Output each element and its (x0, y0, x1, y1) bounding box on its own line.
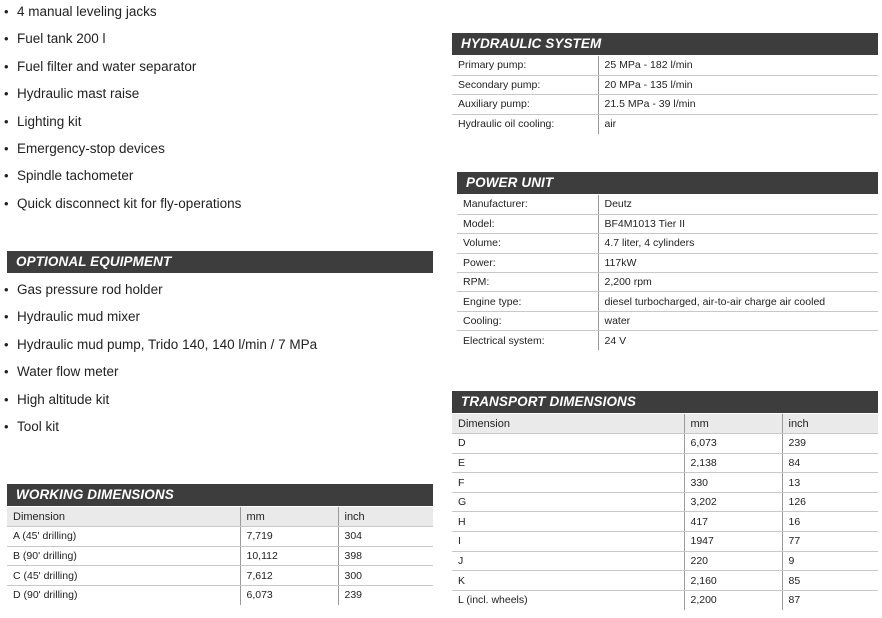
transport-dimensions-table (452, 414, 878, 610)
list-item: • Fuel filter and water separator (4, 57, 241, 84)
column-header: inch (782, 414, 878, 434)
spec-value: 20 MPa - 135 l/min (598, 75, 878, 94)
table-header-row (452, 414, 878, 434)
list-item: • Spindle tachometer (4, 166, 241, 193)
table-row (452, 75, 878, 94)
spec-label: Power: (457, 253, 598, 272)
table-cell: 13 (782, 473, 878, 493)
table-row (452, 434, 878, 454)
table-row (452, 551, 878, 571)
spec-value: diesel turbocharged, air-to-air charge air cooled (598, 292, 878, 311)
hydraulic-system-table (452, 56, 878, 134)
spec-value: water (598, 311, 878, 330)
table-cell: 16 (782, 512, 878, 532)
table-cell: G (452, 492, 684, 512)
list-item: • 4 manual leveling jacks (4, 2, 241, 29)
table-row (452, 114, 878, 133)
table-row (452, 571, 878, 591)
table-cell: 6,073 (240, 585, 338, 605)
transport-dimensions-title: TRANSPORT DIMENSIONS (452, 391, 878, 413)
table-cell: F (452, 473, 684, 493)
table-cell: E (452, 453, 684, 473)
table-row (452, 95, 878, 114)
table-row (457, 311, 878, 330)
optional-equipment-list (4, 280, 317, 444)
list-item: • Lighting kit (4, 112, 241, 139)
spec-value: 21.5 MPa - 39 l/min (598, 95, 878, 114)
spec-label: Electrical system: (457, 331, 598, 350)
table-row (452, 492, 878, 512)
table-row (457, 195, 878, 214)
table-cell: 1947 (684, 532, 782, 552)
table-cell: 304 (338, 527, 433, 547)
table-cell: C (45' drilling) (7, 566, 240, 586)
table-cell: 7,612 (240, 566, 338, 586)
spec-label: Volume: (457, 234, 598, 253)
list-item: • Gas pressure rod holder (4, 280, 317, 307)
column-header: Dimension (7, 507, 240, 527)
table-cell: D (452, 434, 684, 454)
table-cell: A (45' drilling) (7, 527, 240, 547)
table-cell: H (452, 512, 684, 532)
spec-value: BF4M1013 Tier II (598, 214, 878, 233)
power-unit-title: POWER UNIT (457, 172, 878, 194)
table-cell: I (452, 532, 684, 552)
spec-label: Primary pump: (452, 56, 598, 75)
spec-label: Hydraulic oil cooling: (452, 114, 598, 133)
spec-value: 2,200 rpm (598, 273, 878, 292)
table-cell: 87 (788, 594, 801, 607)
table-cell: 85 (782, 571, 878, 591)
table-row (457, 331, 878, 350)
column-header: mm (684, 414, 782, 434)
spec-label: Cooling: (457, 311, 598, 330)
working-dimensions-table (7, 507, 433, 605)
table-cell: 398 (338, 546, 433, 566)
list-item: • Hydraulic mud mixer (4, 307, 317, 334)
table-row (452, 512, 878, 532)
spec-value: 25 MPa - 182 l/min (598, 56, 878, 75)
table-cell: L (incl. wheels) (452, 590, 684, 610)
spec-value: 24 V (604, 334, 627, 347)
list-item: • Hydraulic mast raise (4, 84, 241, 111)
list-item: • Fuel tank 200 l (4, 29, 241, 56)
spec-value: Deutz (598, 195, 878, 214)
table-cell: 417 (684, 512, 782, 532)
table-cell: 6,073 (684, 434, 782, 454)
list-item: • Water flow meter (4, 362, 317, 389)
spec-label: Engine type: (457, 292, 598, 311)
table-row (457, 273, 878, 292)
table-row (457, 214, 878, 233)
table-cell: 3,202 (684, 492, 782, 512)
table-cell: J (452, 551, 684, 571)
working-dimensions-title: WORKING DIMENSIONS (7, 484, 433, 506)
column-header: mm (240, 507, 338, 527)
table-cell: 239 (782, 434, 878, 454)
spec-label: RPM: (457, 273, 598, 292)
list-item: • Hydraulic mud pump, Trido 140, 140 l/min / 7 MPa (4, 335, 317, 362)
spec-value: 4.7 liter, 4 cylinders (598, 234, 878, 253)
optional-equipment-title: OPTIONAL EQUIPMENT (7, 251, 433, 273)
table-row (7, 527, 433, 547)
table-row (457, 234, 878, 253)
table-cell: K (452, 571, 684, 591)
table-cell: 9 (782, 551, 878, 571)
table-row (457, 253, 878, 272)
table-row (457, 292, 878, 311)
table-row (452, 453, 878, 473)
spec-label: Secondary pump: (452, 75, 598, 94)
table-cell: 239 (344, 589, 363, 602)
spec-label: Auxiliary pump: (452, 95, 598, 114)
spec-label: Manufacturer: (457, 195, 598, 214)
table-header-row (7, 507, 433, 527)
spec-value: air (604, 118, 617, 131)
table-cell: 84 (782, 453, 878, 473)
table-row (7, 566, 433, 586)
table-row (452, 532, 878, 552)
table-cell: 2,160 (684, 571, 782, 591)
power-unit-table (457, 195, 878, 350)
table-row (7, 546, 433, 566)
list-item: • Quick disconnect kit for fly-operations (4, 194, 241, 221)
table-row (7, 585, 433, 605)
column-header: Dimension (452, 414, 684, 434)
table-cell: 77 (782, 532, 878, 552)
spec-value: 117kW (598, 253, 878, 272)
table-cell: 2,138 (684, 453, 782, 473)
table-cell: B (90' drilling) (7, 546, 240, 566)
table-cell: 7,719 (240, 527, 338, 547)
spec-label: Model: (457, 214, 598, 233)
table-cell: D (90' drilling) (7, 585, 240, 605)
table-cell: 10,112 (240, 546, 338, 566)
table-row (452, 56, 878, 75)
table-cell: 220 (684, 551, 782, 571)
standard-features-list (4, 2, 241, 221)
list-item: • Tool kit (4, 417, 317, 444)
column-header: inch (338, 507, 433, 527)
list-item: • Emergency-stop devices (4, 139, 241, 166)
list-item: • High altitude kit (4, 390, 317, 417)
hydraulic-system-title: HYDRAULIC SYSTEM (452, 33, 878, 55)
table-cell: 126 (782, 492, 878, 512)
table-cell: 2,200 (684, 590, 782, 610)
table-row (452, 473, 878, 493)
table-cell: 300 (338, 566, 433, 586)
table-row (452, 590, 878, 610)
table-cell: 330 (684, 473, 782, 493)
